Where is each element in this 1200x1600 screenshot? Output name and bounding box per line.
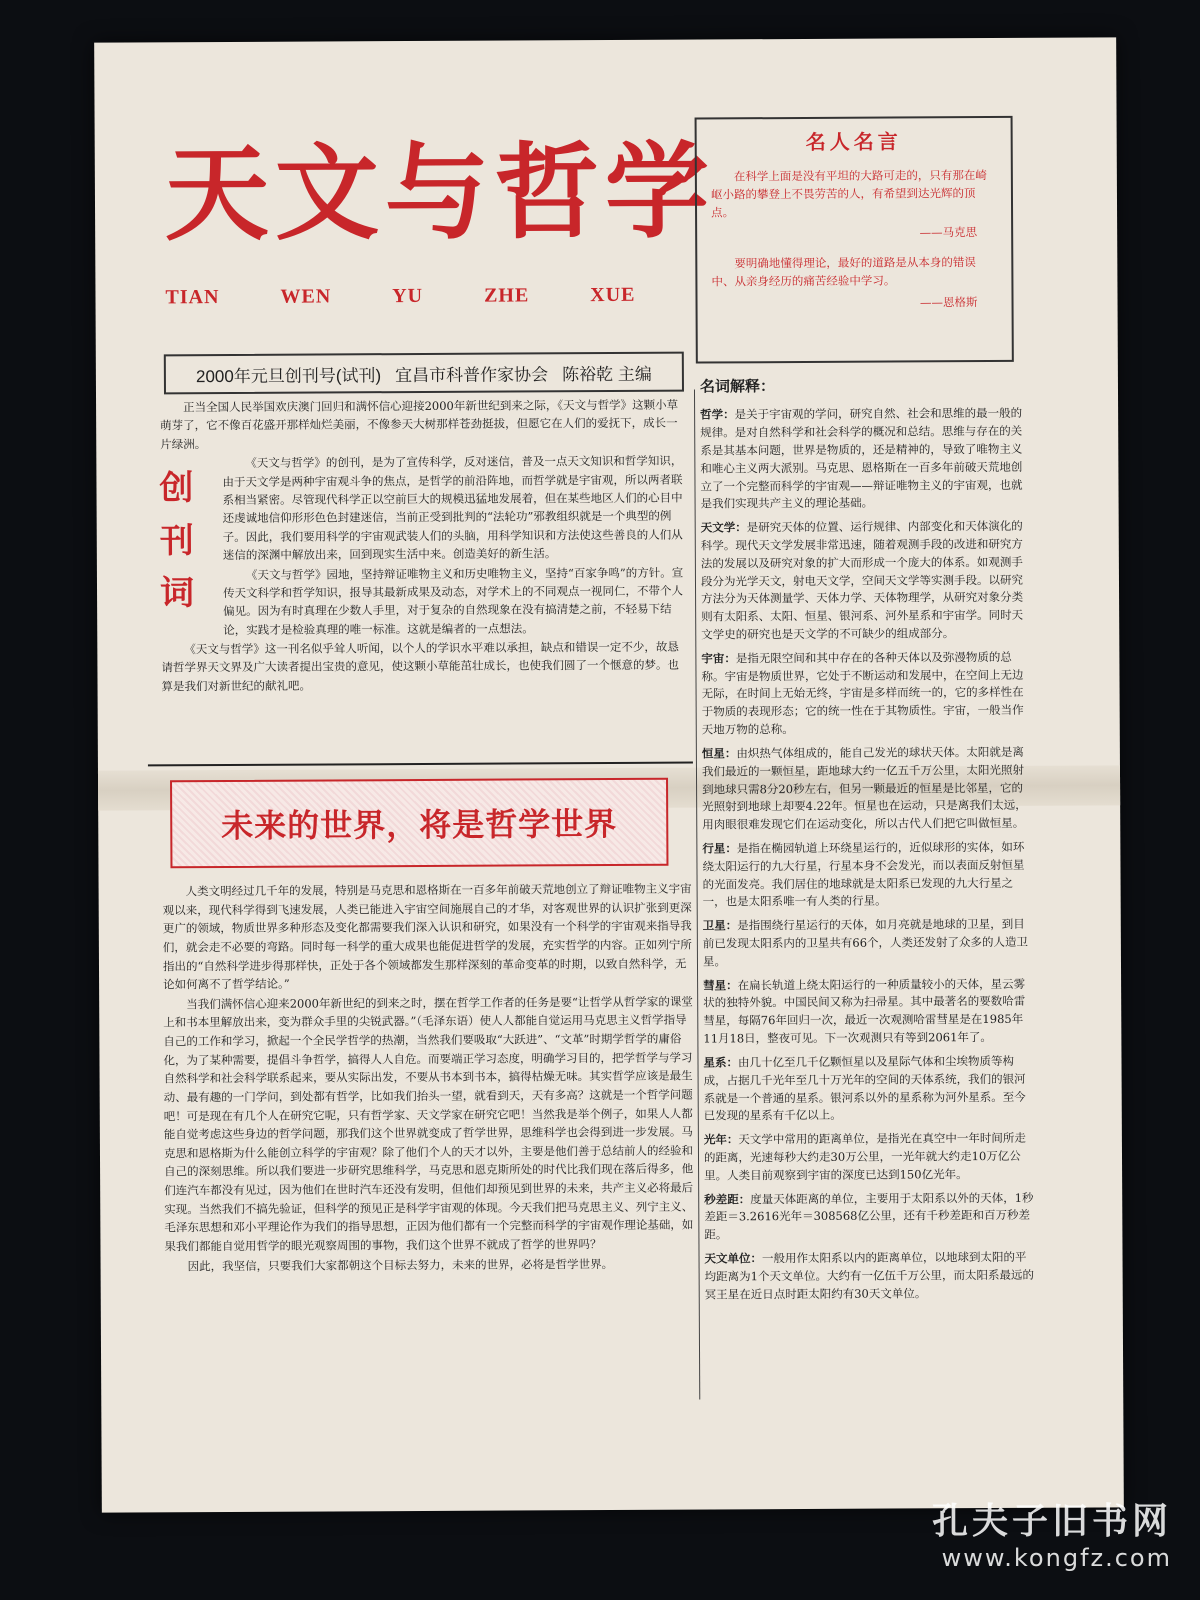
quote-author: ——恩格斯	[919, 294, 978, 310]
intro-label: 创刊词	[159, 468, 195, 614]
newspaper-title: 天文与哲学	[164, 129, 716, 256]
paragraph: 因此，我坚信，只要我们大家都朝这个目标去努力，未来的世界，必将是哲学世界。	[187, 1256, 614, 1273]
editor-label: 陈裕乾 主编	[562, 364, 652, 384]
glossary-definition: 度量天体距离的单位，主要用于太阳系以外的天体，1秒差距＝3.2616光年＝308568亿公里，还有千秒差距和百万秒差距。	[704, 1190, 1034, 1242]
glossary-entry	[703, 975, 1033, 1048]
pinyin-syllable: ZHE	[483, 284, 530, 307]
newspaper-page	[94, 37, 1124, 1512]
glossary-term: 星系：	[703, 1055, 739, 1070]
glossary-definition: 由几十亿至几千亿颗恒星以及星际气体和尘埃物质等构成，占据几千光年至几十万光年的空间的天体系统，我们的银河系就是一个普通的星系。银河系以外的星系称为河外星系。至今已发现的星系有千亿以上。	[703, 1053, 1026, 1123]
quote-author: ——马克思	[919, 225, 978, 240]
glossary-definition: 在扁长轨道上绕太阳运行的一种质量较小的天体，星云雾状的独特外貌。中国民间又称为扫帚星。其中最著名的要数哈雷彗星，每隔76年回归一次，最近一次观测哈雷彗星是在1985年11月18日，整夜可见。下一次观测只有等到2061年了。	[703, 976, 1026, 1046]
column-rule	[694, 390, 700, 1400]
paragraph: 人类文明经过几千年的发展，特别是马克思和恩格斯在一百多年前破天荒地创立了辩证唯物主义宇宙观以来，现代科学得到飞速发展，人类已能进入宇宙空间施展自己的才华，对客观世界的认识扩张到更深更广的领域，物质世界多种形态及变化都需要我们深入认识和研究，如果没有一个科学的宇宙观来指导我们，就会走不必要的弯路。同时每一科学的重大成果也能促进哲学的发展，充实哲学的内容。正如列宁所指出的“自然科学进步得那样快，正处于各个领域都发生那样深刻的革命变革的时期，以致自然科学，无论如何离不了哲学结论。”	[162, 881, 692, 992]
pinyin-title	[165, 284, 635, 309]
glossary-term: 卫星：	[702, 918, 738, 933]
glossary-definition: 是研究天体的位置、运行规律、内部变化和天体演化的科学。现代天文学发展非常迅速，随着观测手段的改进和研究方法的发展以及研究对象的扩大而形成一个庞大的体系。如观测手段分为光学天文，射电天文学，空间天文学等实测手段。以研究方法分为天体测量学、天体力学、天体物理学，从研究对象分类则有太阳系、太阳、恒星、银河系、河外星系和宇宙学。同时天文学史的研究也是天文学的不可缺少的组成部分。	[700, 518, 1024, 642]
glossary-term: 哲学：	[700, 407, 735, 422]
glossary-definition: 是指围绕行星运行的天体，如月亮就是地球的卫星，到目前已发现太阳系内的卫星共有66个，人类还发射了众多的人造卫星。	[702, 917, 1029, 969]
glossary-term: 宇宙：	[701, 651, 736, 666]
quote-text: 在科学上面是没有平坦的大路可走的，只有那在崎岖小路的攀登上不畏劳苦的人，有希望到达光辉的顶点。	[710, 168, 987, 220]
glossary-entry	[702, 744, 1032, 835]
glossary-term: 天文学：	[700, 520, 747, 535]
glossary-term: 恒星：	[701, 746, 737, 761]
glossary-term: 天文单位：	[704, 1251, 763, 1266]
glossary-entry	[703, 916, 1033, 971]
glossary-term: 光年：	[703, 1132, 739, 1147]
pinyin-syllable: YU	[392, 284, 424, 308]
paragraph: 《天文与哲学》的创刊，是为了宣传科学，反对迷信，普及一点天文知识和哲学知识，由于天文学是两种宇宙观斗争的焦点，是哲学的前沿阵地，而哲学就是宇宙观，所以两者联系相当紧密。尽管现代科学正以空前巨大的规模迅猛地发展着，但在某些地区人们的心目中还虔诚地信仰形形色色封建迷信，当前正受到批判的“法轮功”邪教组织就是一个典型的例子。因此，我们要用科学的宇宙观武装人们的头脑，用科学知识和方法使这些善良的人们从迷信的深渊中解放出来，回到现实生活中来。创造美好的新生活。	[222, 453, 683, 563]
pinyin-syllable: XUE	[590, 283, 636, 307]
glossary-definition: 由炽热气体组成的，能自己发光的球状天体。太阳就是离我们最近的一颗恒星，距地球大约一亿五千万公里，太阳光照射到地球只需8分20秒左右，但另一颗最近的恒星是比邻星，它的光照射到地球上却要4.22年。恒星也在运动，只是离我们太远，用肉眼很难发现它们在运动变化，所以古代人们把它叫做恒星。	[701, 744, 1027, 832]
glossary-entry	[704, 1189, 1034, 1244]
publisher-label: 宜昌市科普作家协会	[395, 364, 549, 385]
glossary-entry	[702, 839, 1032, 912]
watermark-url: www.kongfz.com	[941, 1544, 1172, 1572]
glossary-definition: 天文学中常用的距离单位，是指光在真空中一年时间所走的距离，光速每秒大约走30万公里，一光年就大约走10万亿公里。人类目前观察到宇宙的深度已达到150亿光年。	[703, 1130, 1026, 1183]
watermark-name: 孔夫子旧书网	[931, 1501, 1172, 1542]
glossary-entry	[701, 649, 1031, 740]
pinyin-syllable: TIAN	[165, 286, 220, 309]
glossary-entry	[703, 1053, 1033, 1126]
watermark	[932, 1493, 1172, 1572]
issue-label: 2000年元旦创刊号(试刊)	[195, 365, 382, 386]
glossary-definition: 是指在椭园轨道上环绕星运行的，近似球形的实体，如环绕太阳运行的九大行星，行星本身不会发光，而以表面反射恒星的光面发亮。我们居住的地球就是太阳系已发现的九大行星之一，也是太阳系唯一有人类的行星。	[702, 839, 1025, 909]
quotes-heading: 名人名言	[805, 129, 902, 154]
glossary-entry	[700, 405, 1031, 514]
headline-banner	[170, 778, 668, 869]
inaugural-editorial	[160, 396, 688, 697]
glossary-term: 行星：	[702, 841, 737, 856]
quotes-box	[695, 116, 1014, 364]
glossary-entry	[704, 1249, 1034, 1304]
glossary-entry	[701, 518, 1032, 644]
glossary-definition: 是指无限空间和其中存在的各种天体以及弥漫物质的总称。宇宙是物质世界，它处于不断运动和发展中，在空间上无边无际，在时间上无始无终，宇宙是多样而统一的，它的多样性在于物质的表现形态；它的统一性在于其物质性。宇宙，一般当作天地万物的总称。	[701, 649, 1024, 737]
paragraph: 《天文与哲学》园地，坚持辩证唯物主义和历史唯物主义，坚持“百家争鸣”的方针。宣传天文科学和哲学知识，报导其最新成果及动态，对学术上的不同观点一视同仁，不带个人偏见。因为有时真理在少数人手里，对于复杂的自然现象在没有搞清楚之前，不轻易下结论，实践才是检验真理的唯一标准。这就是编者的一点想法。	[223, 565, 684, 637]
glossary-definition: 是关于宇宙观的学问，研究自然、社会和思维的最一般的规律。是对自然科学和社会科学的概况和总结。思维与存在的关系是其基本问题，世界是物质的，还是精神的，导致了唯物主义和唯心主义两大派别。马克思、恩格斯在一百多年前破天荒地创立了一个完整而科学的宇宙观——辩证唯物主义的宇宙观，也就是我们实现共产主义的理论基础。	[700, 406, 1023, 511]
glossary-term: 彗星：	[703, 977, 738, 993]
glossary-heading: 名词解释：	[699, 377, 776, 396]
glossary	[700, 374, 1035, 1310]
paragraph: 正当全国人民举国欢庆澳门回归和满怀信心迎接2000年新世纪到来之际，《天文与哲学》这颗小草萌芽了，它不像百花盛开那样灿烂美丽，不像参天大树那样苍劲挺拔，但愿它在人们的爱抚下，成长一片绿洲。	[160, 397, 679, 452]
main-article	[163, 880, 695, 1277]
issue-info-bar	[164, 352, 684, 395]
pinyin-syllable: WEN	[280, 285, 332, 308]
masthead	[164, 129, 726, 342]
quote-text: 要明确地懂得理论，最好的道路是从本身的错误中、从亲身经历的痛苦经验中学习。	[711, 255, 976, 289]
section-divider	[148, 762, 693, 767]
glossary-term: 秒差距：	[704, 1191, 751, 1207]
article-headline: 未来的世界，将是哲学世界	[221, 804, 618, 846]
glossary-definition: 一般用作太阳系以内的距离单位，以地球到太阳的平均距离为1个天文单位。大约有一亿伍千万公里，而太阳系最远的冥王星在近日点时距太阳约有30天文单位。	[704, 1249, 1034, 1302]
glossary-entry	[704, 1130, 1034, 1185]
paragraph: 《天文与哲学》这一刊名似乎耸人听闻，以个人的学识水平难以承担，缺点和错误一定不少，故恳请哲学界天文界及广大读者提出宝贵的意见，使这颗小草能茁壮成长，也使我们圆了一个惬意的梦。也算是我们对新世纪的献礼吧。	[161, 639, 679, 694]
paragraph: 当我们满怀信心迎来2000年新世纪的到来之时，摆在哲学工作者的任务是要“让哲学从哲学家的课堂上和书本里解放出来，变为群众手里的尖锐武器。”（毛泽东语）使人人都能自觉运用马克思主义哲学指导自己的工作和学习，掀起一个全民学哲学的热潮，当然我们要吸取“大跃进”、“文革”时期学哲学的庸俗化，为了某种需要，提倡斗争哲学，搞得人人自危。而要端正学习态度，明确学习目的，把学哲学与学习自然科学和社会科学联系起来，要从实际出发，不要从书本到书本，搞得枯燥无味。其实哲学应该是最生动、最有趣的一门学问，到处都有哲学，比如我们抬头一望，就看到天，天有多高？这就是一个哲学问题吧！可是现在有几个人在研究它呢，只有哲学家、天文学家在研究它吧！当然我是举个例子，如果人人都能自觉考虑这些身边的哲学问题，那我们这个世界就变成了哲学世界，思维科学也会得到进一步发展。马克思和恩格斯为什么能创立科学的宇宙观？除了他们个人的天才以外，主要是他们善于总结前人的经验和自己的深刻思维。所以我们要进一步研究思维科学，马克思和恩克斯所处的时代比我们现在落后得多，他们连汽车都没有见过，因为他们在世时汽车还没有发明，但他们却预见到世界的未来，共产主义必将最后实现。当然我们不搞先验证，但科学的预见正是科学宇宙观的体现。今天我们把马克思主义、列宁主义、毛泽东思想和邓小平理论作为我们的指导思想，正因为他们都有一个完整而科学的宇宙观作理论基础，如果我们都能自觉用哲学的眼光观察周围的事物，我们这个世界不就成了哲学的世界吗？	[163, 994, 694, 1254]
